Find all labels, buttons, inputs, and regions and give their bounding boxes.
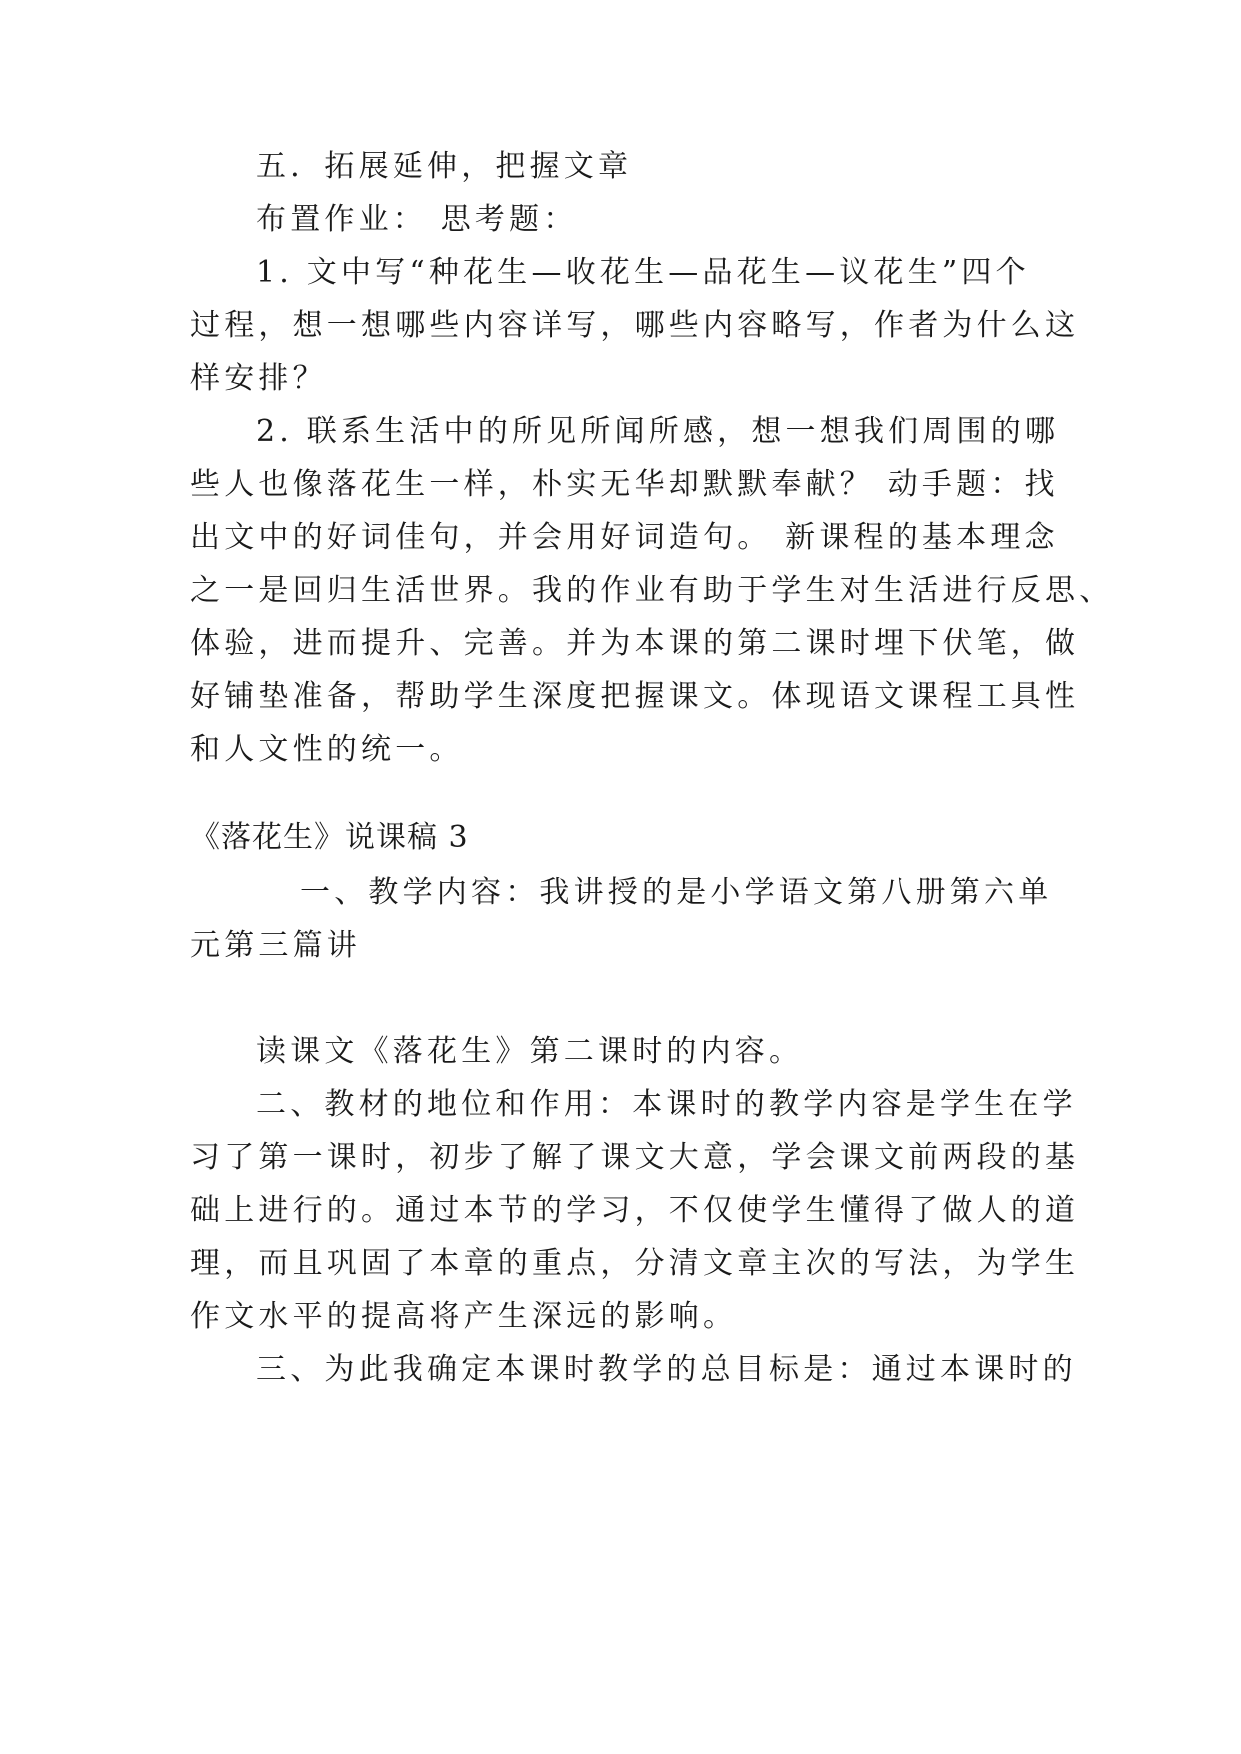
teaching-content-line: 元第三篇讲 xyxy=(190,928,361,963)
material-position-line: 础上进行的。通过本节的学习，不仅使学生懂得了做人的道 xyxy=(190,1193,1080,1228)
material-position-line: 二、教材的地位和作用：本课时的教学内容是学生在学 xyxy=(256,1087,1077,1122)
question-2-line: 体验，进而提升、完善。并为本课的第二课时埋下伏笔，做 xyxy=(190,626,1080,661)
material-position-line: 习了第一课时，初步了解了课文大意，学会课文前两段的基 xyxy=(190,1140,1080,1175)
question-1-line: 1. 文中写“种花生—收花生—品花生—议花生”四个 xyxy=(256,255,1030,290)
question-2-line: 2. 联系生活中的所见所闻所感，想一想我们周围的哪 xyxy=(256,414,1060,449)
essay-title: 《落花生》说课稿 3 xyxy=(190,820,469,855)
question-1-line: 样安排？ xyxy=(190,361,327,396)
teaching-content-continued: 读课文《落花生》第二课时的内容。 xyxy=(256,1034,804,1069)
material-position-line: 作文水平的提高将产生深远的影响。 xyxy=(190,1299,738,1334)
question-2-line: 些人也像落花生一样，朴实无华却默默奉献？ 动手题：找 xyxy=(190,467,1059,502)
question-2-line: 之一是回归生活世界。我的作业有助于学生对生活进行反思、 xyxy=(190,573,1114,608)
material-position-line: 理，而且巩固了本章的重点，分清文章主次的写法，为学生 xyxy=(190,1246,1080,1281)
section-five-heading: 五．拓展延伸，把握文章 xyxy=(256,149,633,184)
homework-intro: 布置作业： 思考题： xyxy=(256,202,578,237)
teaching-content-line: 一、教学内容：我讲授的是小学语文第八册第六单 xyxy=(300,875,1053,910)
question-2-line: 和人文性的统一。 xyxy=(190,732,464,767)
teaching-goal-line: 三、为此我确定本课时教学的总目标是：通过本课时的 xyxy=(256,1352,1077,1387)
question-2-line: 出文中的好词佳句，并会用好词造句。 新课程的基本理念 xyxy=(190,520,1059,555)
question-2-line: 好铺垫准备，帮助学生深度把握课文。体现语文课程工具性 xyxy=(190,679,1080,714)
question-1-line: 过程，想一想哪些内容详写，哪些内容略写，作者为什么这 xyxy=(190,308,1080,343)
